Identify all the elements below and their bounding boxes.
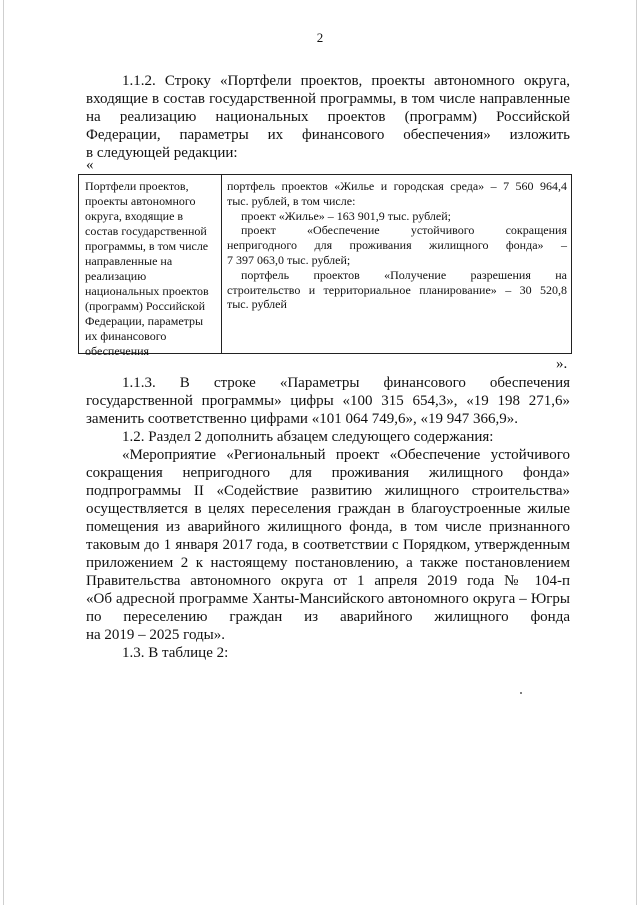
text-line: «Мероприятие «Региональный проект «Обеспечение устойчивого: [122, 447, 570, 463]
table-cell-line: портфель проектов «Получение разрешения на: [241, 267, 567, 282]
text-line: помещения из аварийного жилищного фонда, в том числе признанного: [86, 519, 570, 535]
text-line: 1.3. В таблице 2:: [122, 645, 229, 661]
table-cell-line: (программ) Российской: [85, 299, 205, 313]
table-cell-right: [227, 179, 567, 312]
paragraph-1-2: [86, 428, 570, 644]
text-line: 1.1.2. Строку «Портфели проектов, проекты автономного округа,: [122, 73, 570, 89]
scan-edge-right: [636, 0, 637, 905]
table-cell-line: непригодного для проживания жилищного фонда» –: [227, 238, 567, 253]
text-line: государственной программы» цифры «100 315 654,3», «19 198 271,6»: [86, 393, 570, 409]
table-cell-line: портфель проектов «Жилье и городская среда» – 7 560 964,4: [227, 179, 567, 193]
table-cell-line: тыс. рублей, в том числе:: [227, 193, 356, 208]
table-cell-line: проект «Обеспечение устойчивого сокращения: [241, 223, 567, 238]
table-cell-line: состав государственной: [85, 224, 207, 238]
text-line: на реализацию национальных проектов (программ) Российской: [86, 109, 570, 125]
paragraph-1-3: [86, 644, 570, 662]
text-line: в следующей редакции:: [86, 145, 238, 161]
text-line: «Об адресной программе Ханты-Мансийского автономного округа – Югры: [86, 591, 570, 607]
text-line: подпрограммы II «Содействие развитию жилищного строительства»: [86, 483, 570, 499]
quote-open-mark: «: [86, 157, 94, 173]
table-cell-line: Портфели проектов,: [85, 179, 189, 193]
text-line: Правительства автономного округа от 1 апреля 2019 года № 104-п: [86, 573, 570, 589]
table-cell-line: национальных проектов: [85, 284, 209, 298]
text-line: 1.2. Раздел 2 дополнить абзацем следующего содержания:: [122, 429, 494, 445]
text-line: сокращения непригодного для проживания жилищного фонда»: [86, 465, 570, 481]
amendment-table: [78, 174, 572, 358]
text-line: входящие в состав государственной программы, в том числе направленные: [86, 91, 570, 107]
text-line: по переселению граждан из аварийного жилищного фонда: [86, 609, 570, 625]
paragraph-1-1-3: [86, 374, 570, 428]
table-cell-line: 7 397 063,0 тыс. рублей;: [227, 252, 351, 267]
text-line: 1.1.3. В строке «Параметры финансового обеспечения: [122, 375, 570, 391]
table-cell-line: программы, в том числе: [85, 239, 209, 253]
text-line: таковым до 1 января 2017 года, в соответствии с Порядком, утвержденным: [86, 537, 570, 553]
paragraph-1-1-2: [86, 72, 570, 162]
text-line: приложением 2 к настоящему постановлению, а также постановлением: [86, 555, 570, 571]
table-cell-line: Федерации, параметры: [85, 314, 204, 328]
quote-close-mark: ».: [556, 356, 568, 372]
table-cell-line: проект «Жилье» – 163 901,9 тыс. рублей;: [241, 208, 451, 223]
text-line: заменить соответственно цифрами «101 064 749,6», «19 947 366,9».: [86, 411, 518, 427]
text-line: на 2019 – 2025 годы».: [86, 627, 225, 643]
table-cell-line: направленные на: [85, 254, 173, 268]
table-cell-line: реализацию: [85, 269, 147, 283]
table-cell-line: округа, входящие в: [85, 209, 184, 223]
text-line: Федерации, параметры их финансового обеспечения» изложить: [86, 127, 570, 143]
table-cell-line: строительство и территориальное планирование» – 30 520,8: [227, 282, 567, 297]
table-cell-line: обеспечения: [85, 344, 150, 358]
table-cell-left: [85, 179, 217, 359]
table-cell-line: их финансового: [85, 329, 167, 343]
table-cell-line: проекты автономного: [85, 194, 196, 208]
table-column-divider: [221, 175, 222, 353]
page-number: 2: [316, 30, 324, 45]
scan-speck: [520, 692, 522, 694]
table-cell-line: тыс. рублей: [227, 297, 287, 312]
text-line: осуществляется в целях переселения граждан в благоустроенные жилые: [86, 501, 570, 517]
scan-edge-left: [3, 0, 4, 905]
